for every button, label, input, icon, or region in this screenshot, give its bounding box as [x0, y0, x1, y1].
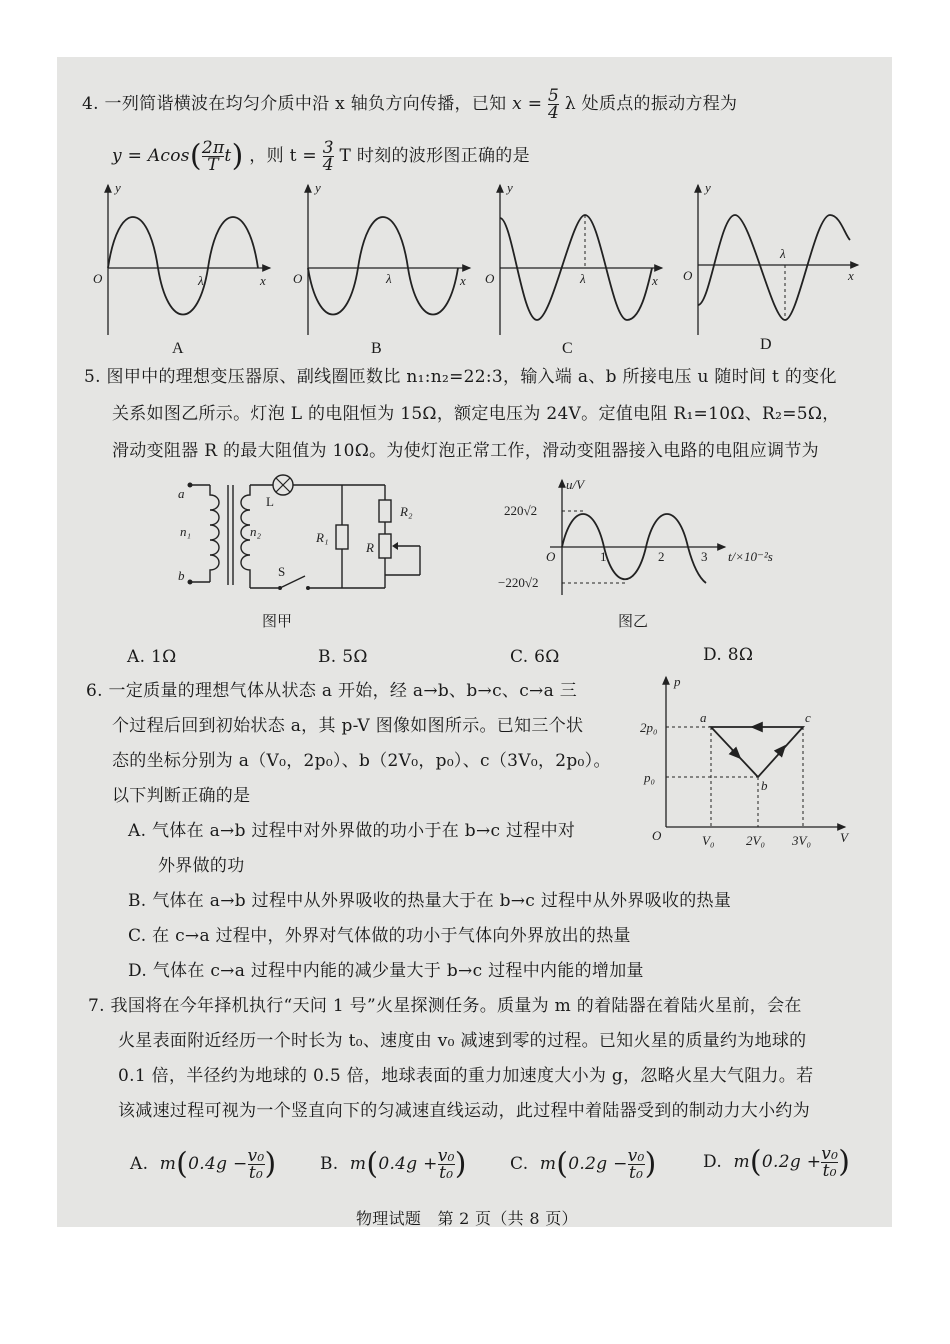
q4-t-num: 3 [322, 138, 334, 158]
q4c-y: y [507, 180, 513, 195]
q7a-m: m [159, 1154, 177, 1174]
q7-option-a[interactable]: A. m(0.4g − $\frac{\text{v₀}}{\text{t₀}}$ ) [130, 1146, 277, 1183]
q7b-label: B. [320, 1154, 339, 1174]
q5-circuit [170, 470, 440, 630]
q7b-frac [438, 1148, 455, 1181]
q4-option-c[interactable]: C [562, 340, 573, 357]
q4d-lambda: λ [780, 246, 786, 261]
q4a-lambda: λ [198, 273, 204, 288]
q7c-num: v₀ [627, 1146, 645, 1166]
q4d-y: y [705, 180, 711, 195]
q6-option-c[interactable]: C. 在 c→a 过程中，外界对气体做的功小于气体向外界放出的热量 [128, 926, 631, 946]
q7a-label: A. [130, 1154, 149, 1174]
vg-tick3: 3 [701, 549, 708, 564]
pv-b: b [761, 778, 768, 793]
q6-option-a-line2[interactable]: 外界做的功 [158, 856, 245, 876]
q7a-frac [248, 1148, 265, 1181]
q7d-coef: 0.2g + [761, 1152, 822, 1172]
q5-text1: 图甲中的理想变压器原、副线圈匝数比 n₁:n₂=22:3，输入端 a、b 所接电压 u 随时间 t 的变化 [106, 367, 837, 387]
q6-line2: 个过程后回到初始状态 a，其 p-V 图像如图所示。已知三个状 [112, 716, 584, 736]
q7d-m: m [733, 1152, 750, 1172]
q5-option-c[interactable]: C. 6Ω [510, 647, 560, 667]
q4-graph-d [680, 180, 870, 340]
q7b-m: m [349, 1154, 367, 1174]
q4-graph-b [290, 180, 480, 340]
q5-option-d[interactable]: D. 8Ω [703, 645, 754, 665]
q7-option-b[interactable]: B. m(0.4g + $\frac{\text{v₀}}{\text{t₀}}$ ) [320, 1146, 467, 1183]
q4-option-a[interactable]: A [172, 340, 184, 357]
q4-t-frac [323, 140, 334, 173]
vg-origin: O [546, 549, 556, 564]
q4-text1: 一列简谐横波在均匀介质中沿 x 轴负方向传播，已知 [104, 94, 507, 114]
q4c-o: O [485, 271, 495, 286]
q7b-coef: 0.4g + [378, 1154, 438, 1174]
circuit-s: S [278, 564, 286, 579]
q4-eq-x: x = [512, 94, 543, 114]
q7c-label: C. [510, 1154, 529, 1174]
q6-option-a-line1[interactable]: A. 气体在 a→b 过程中对外界做的功小于在 b→c 过程中对 [128, 821, 576, 841]
circuit-n2: n₂ [250, 524, 262, 539]
q7d-label: D. [703, 1152, 723, 1172]
q7b-num: v₀ [437, 1146, 455, 1166]
pv-2p0: 2p₀ [640, 720, 658, 735]
q6-option-b[interactable]: B. 气体在 a→b 过程中从外界吸收的热量大于在 b→c 过程中从外界吸收的热量 [128, 891, 732, 911]
vg-xlabel: t/×10⁻²s [728, 549, 773, 564]
circuit-r: R [366, 540, 374, 555]
circuit-b: b [178, 568, 185, 583]
q4c-x: x [652, 273, 658, 288]
q4-frac-den: 4 [548, 103, 560, 123]
q4-option-b[interactable]: B [371, 340, 382, 357]
pv-p0: p₀ [644, 770, 656, 785]
q7c-m: m [539, 1154, 557, 1174]
circuit-l: L [266, 494, 274, 509]
q4-line1 [82, 88, 737, 121]
pv-a: a [700, 710, 707, 725]
q6-option-d[interactable]: D. 气体在 c→a 过程中内能的减少量大于 b→c 过程中内能的增加量 [128, 961, 644, 981]
q7-line1 [88, 995, 802, 1017]
circuit-caption: 图甲 [262, 614, 293, 630]
q7-line4: 该减速过程可视为一个竖直向下的匀减速直线运动，此过程中着陆器受到的制动力大小约为 [118, 1101, 810, 1121]
q7a-coef: 0.4g − [188, 1154, 248, 1174]
q5-option-a[interactable]: A. 1Ω [127, 647, 177, 667]
q7d-frac [821, 1146, 838, 1179]
q7-text1: 我国将在今年择机执行“天问 1 号”火星探测任务。质量为 m 的着陆器在着陆火星前，会在 [110, 996, 802, 1016]
q4-eq-y: y = Acos [112, 146, 190, 166]
pv-c: c [805, 710, 811, 725]
q4a-o: O [93, 271, 103, 286]
q4c-lambda: λ [580, 271, 586, 286]
q4-t-den: 4 [322, 155, 334, 175]
q4-frac-num: 5 [548, 86, 560, 106]
pv-v0: V₀ [702, 833, 715, 848]
q4a-y: y [115, 180, 121, 195]
q7-number: 7. [88, 996, 105, 1016]
q5-line1 [84, 366, 837, 388]
q5-line3: 滑动变阻器 R 的最大阻值为 10Ω。为使灯泡正常工作，滑动变阻器接入电路的电阻应调节为 [112, 441, 819, 461]
q7c-den: t₀ [629, 1163, 644, 1183]
q4b-y: y [315, 180, 321, 195]
pv-v: V [840, 830, 848, 845]
vg-ymin: −220√2 [498, 575, 539, 590]
circuit-r1: R₁ [316, 530, 329, 545]
q7c-coef: 0.2g − [568, 1154, 628, 1174]
q6-pv-graph [640, 672, 860, 852]
page-footer: 物理试题 第 2 页（共 8 页） [356, 1209, 578, 1228]
q6-line3: 态的坐标分别为 a（V₀，2p₀）、b（2V₀，p₀）、c（3V₀，2p₀）。 [112, 751, 611, 771]
q4-frac [548, 88, 559, 121]
pv-o: O [652, 828, 662, 843]
circuit-n1: n₁ [180, 524, 192, 539]
q7a-den: t₀ [248, 1163, 264, 1183]
circuit-a: a [178, 486, 185, 501]
q5-option-b[interactable]: B. 5Ω [318, 647, 368, 667]
q6-line4: 以下判断正确的是 [112, 786, 251, 806]
q4d-x: x [848, 268, 854, 283]
q4b-lambda: λ [386, 271, 392, 286]
pv-p: p [674, 674, 681, 689]
q4-inner-den: T [202, 156, 225, 173]
q4b-x: x [460, 273, 466, 288]
pv-3v0: 3V₀ [792, 833, 811, 848]
q7-line3: 0.1 倍，半径约为地球的 0.5 倍，地球表面的重力加速度大小为 g，忽略火星大气阻力。若 [118, 1066, 814, 1086]
q4-text4: T 时刻的波形图正确的是 [339, 146, 530, 166]
q4-eq-t: t [224, 146, 232, 166]
q4-text3: ，则 t = [249, 146, 317, 166]
q7b-den: t₀ [439, 1163, 454, 1183]
q6-number: 6. [86, 681, 103, 701]
q4-inner-num: 2π [201, 138, 225, 158]
q6-text1: 一定质量的理想气体从状态 a 开始，经 a→b、b→c、c→a 三 [108, 681, 578, 701]
vg-tick1: 1 [600, 549, 607, 564]
q7-option-d[interactable]: D. m(0.2g + $\frac{\text{v₀}}{\text{t₀}}$ ) [703, 1144, 851, 1181]
q4a-x: x [260, 273, 266, 288]
q4b-o: O [293, 271, 303, 286]
q5-voltage-graph [490, 475, 810, 600]
circuit-r2: R₂ [400, 504, 413, 519]
q5-number: 5. [84, 367, 101, 387]
vg-tick2: 2 [658, 549, 665, 564]
q4-text2: λ 处质点的振动方程为 [564, 94, 738, 114]
vg-ylabel: u/V [566, 477, 585, 492]
pv-2v0: 2V₀ [746, 833, 765, 848]
vg-ymax: 220√2 [504, 503, 538, 518]
vg-caption: 图乙 [618, 614, 649, 630]
q6-line1 [86, 680, 577, 702]
q7-option-c[interactable]: C. m(0.2g − $\frac{\text{v₀}}{\text{t₀}}$ ) [510, 1146, 657, 1183]
q5-line2: 关系如图乙所示。灯泡 L 的电阻恒为 15Ω，额定电压为 24V。定值电阻 R₁=10Ω、R₂=5Ω， [112, 404, 840, 424]
q7d-den: t₀ [822, 1161, 837, 1181]
q4-inner-frac [202, 140, 225, 173]
q4-line2: y = Acos( $\frac{2\pi}{T}$ t) ，则 t = $\frac{3}{4}$ T 时刻的波形图正确的是 [112, 138, 530, 175]
q4d-o: O [683, 268, 693, 283]
q7a-num: v₀ [247, 1146, 265, 1166]
q7-line2: 火星表面附近经历一个时长为 t₀、速度由 v₀ 减速到零的过程。已知火星的质量约为地球的 [118, 1031, 807, 1051]
q4-option-d[interactable]: D [760, 336, 772, 353]
q4-graph-a [90, 180, 280, 340]
q4-number: 4. [82, 94, 99, 114]
q7c-frac [628, 1148, 645, 1181]
q7d-num: v₀ [821, 1144, 839, 1164]
q4-graph-c [482, 180, 672, 340]
